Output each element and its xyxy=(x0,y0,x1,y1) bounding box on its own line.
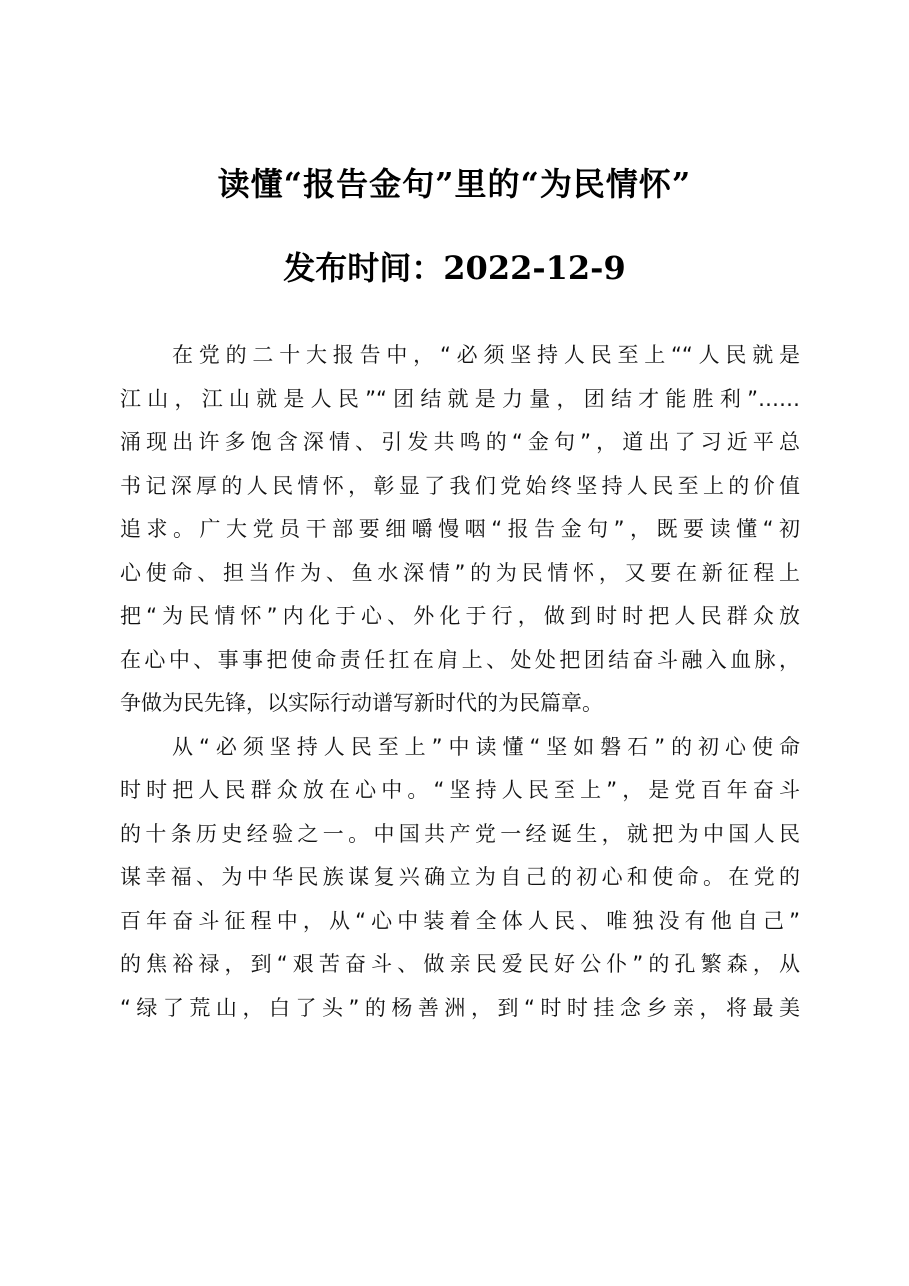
text-line: 从“必须坚持人民至上”中读懂“坚如磐石”的初心使命 xyxy=(172,734,800,759)
text-line: 心使命、担当作为、鱼水深情”的为民情怀，又要在新征程上 xyxy=(120,560,800,585)
text-line: 的十条历史经验之一。中国共产党一经诞生，就把为中国人民 xyxy=(120,821,800,846)
text-line: 时时把人民群众放在心中。“坚持人民至上”，是党百年奋斗 xyxy=(120,778,800,802)
text-line: 在心中、事事把使命责任扛在肩上、处处把团结奋斗融入血脉， xyxy=(120,647,800,672)
text-line: 追求。广大党员干部要细嚼慢咽“报告金句”，既要读懂“初 xyxy=(120,517,800,541)
text-line: 在党的二十大报告中，“必须坚持人民至上““人民就是 xyxy=(172,343,800,367)
text-line: 的焦裕禄，到“艰苦奋斗、做亲民爱民好公仆”的孔繁森，从 xyxy=(120,952,800,976)
paragraph-1 xyxy=(120,334,800,726)
paragraph-2 xyxy=(120,726,800,1031)
article-body xyxy=(120,334,800,1030)
text-line: 百年奋斗征程中，从“心中装着全体人民、唯独没有他自己” xyxy=(120,908,800,933)
publish-date: 发布时间：2022-12-9 xyxy=(283,249,626,287)
text-line: 谋幸福、为中华民族谋复兴确立为自己的初心和使命。在党的 xyxy=(120,865,800,889)
text-line: “绿了荒山，白了头”的杨善洲，到“时时挂念乡亲，将最美 xyxy=(120,995,800,1020)
text-line: 争做为民先锋，以实际行动谱写新时代的为民篇章。 xyxy=(120,691,603,715)
document-title: 读懂“报告金句”里的“为民情怀” xyxy=(217,165,692,203)
text-line: 涌现出许多饱含深情、引发共鸣的“金句”，道出了习近平总 xyxy=(120,430,800,454)
text-line: 书记深厚的人民情怀，彰显了我们党始终坚持人民至上的价值 xyxy=(120,473,800,498)
text-line: 把“为民情怀”内化于心、外化于行，做到时时把人民群众放 xyxy=(120,604,800,628)
text-line: 江山，江山就是人民”“团结就是力量，团结才能胜利”…… xyxy=(120,386,800,411)
